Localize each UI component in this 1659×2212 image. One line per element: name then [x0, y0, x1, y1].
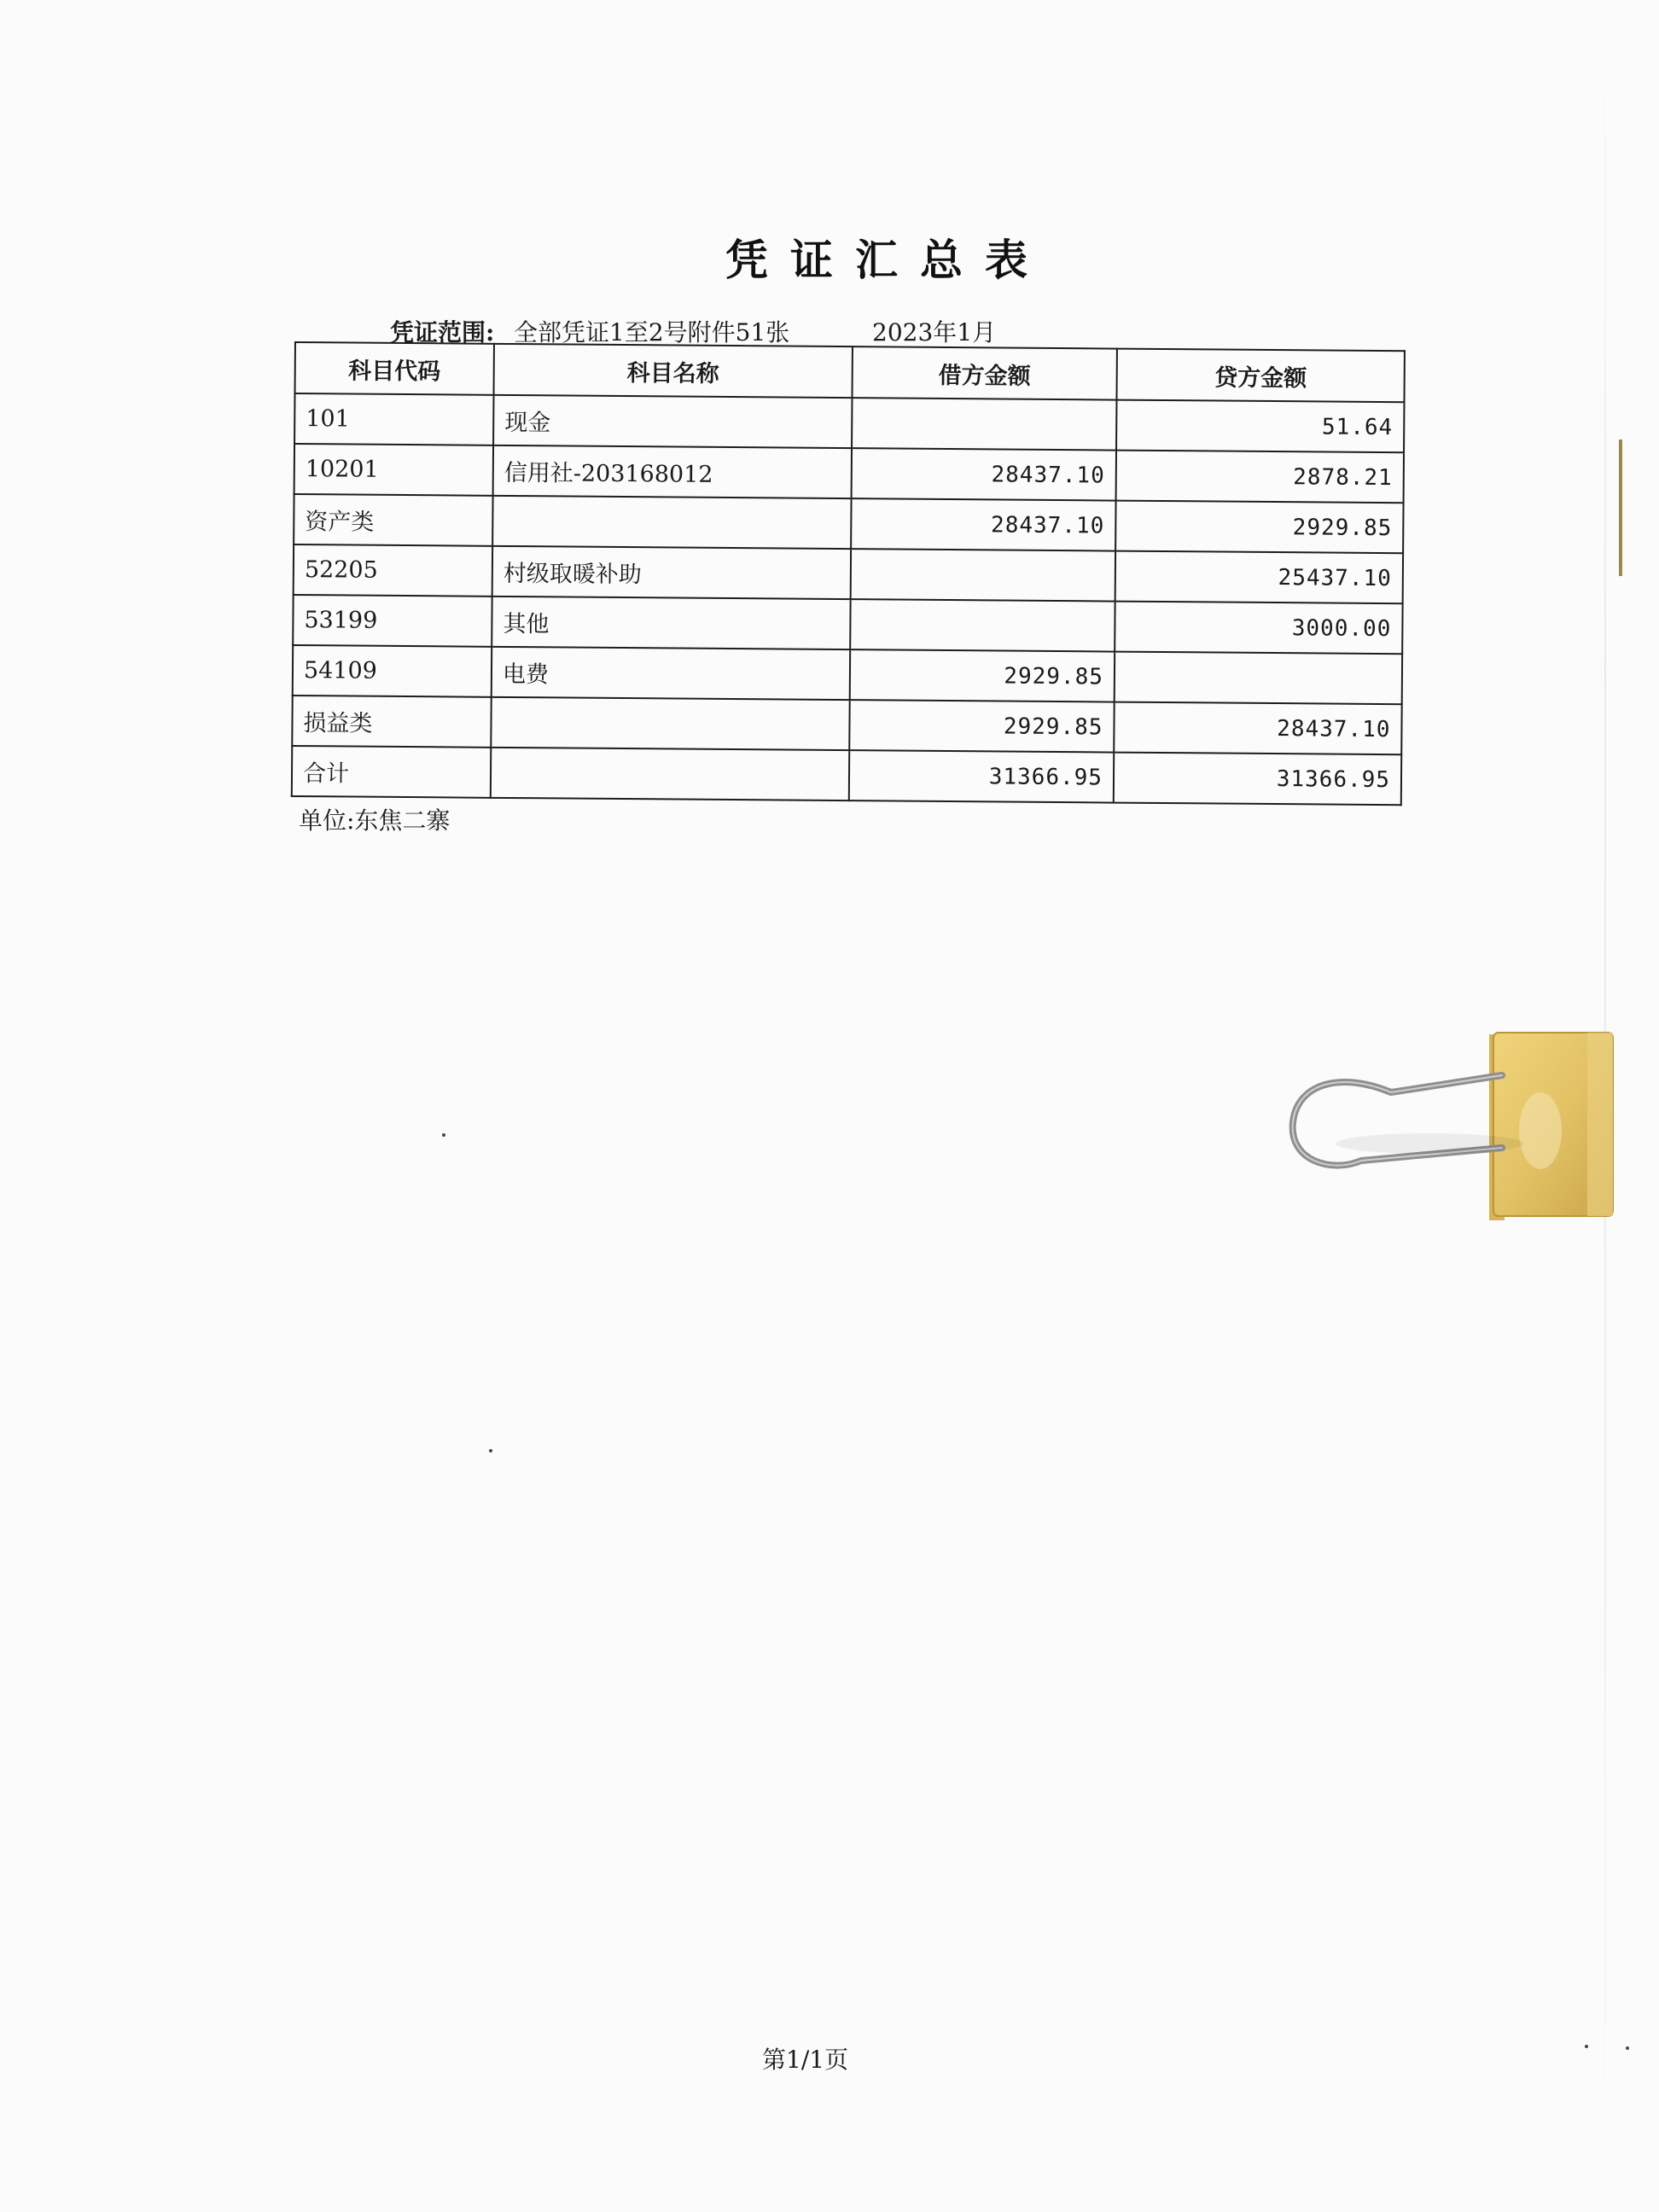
- table-row: [294, 544, 1403, 603]
- debit-amount: [852, 398, 1116, 450]
- account-name: [492, 496, 851, 549]
- credit-amount: 2878.21: [1116, 451, 1404, 504]
- account-name: 现金: [493, 395, 852, 448]
- voucher-summary-table-wrap: [291, 341, 1404, 806]
- account-code: 53199: [293, 595, 492, 647]
- debit-amount: 2929.85: [849, 700, 1114, 752]
- header-account-name: 科目名称: [494, 344, 853, 398]
- account-name: 其他: [492, 597, 850, 649]
- account-code: 资产类: [294, 494, 492, 546]
- credit-amount: 2929.85: [1115, 501, 1403, 554]
- table-row-subtotal-assets: [294, 494, 1403, 553]
- account-name: [491, 748, 849, 800]
- debit-amount: [850, 599, 1115, 651]
- credit-amount: 51.64: [1116, 400, 1404, 453]
- edge-mark: [1619, 439, 1622, 576]
- accounting-period: 2023年1月: [872, 318, 997, 346]
- debit-amount: 31366.95: [849, 750, 1114, 802]
- credit-amount: 3000.00: [1115, 602, 1402, 655]
- account-code: 损益类: [292, 696, 491, 748]
- account-name: 村级取暖补助: [492, 546, 851, 599]
- voucher-range-label: 凭证范围:: [390, 318, 495, 346]
- binder-clip-icon: [1246, 1024, 1621, 1229]
- table-row: [293, 595, 1402, 654]
- clip-reflection: [1519, 1092, 1562, 1169]
- dust-speck: [442, 1133, 445, 1137]
- debit-amount: [851, 549, 1115, 601]
- voucher-range-value: 全部凭证1至2号附件51张: [514, 318, 790, 346]
- debit-amount: 2929.85: [850, 649, 1115, 701]
- dust-speck: [1585, 2045, 1588, 2048]
- unit-label: 单位:东焦二寨: [299, 806, 451, 835]
- table-row: [294, 444, 1404, 503]
- account-code: 54109: [293, 645, 492, 697]
- header-account-code: 科目代码: [295, 342, 494, 395]
- debit-amount: 28437.10: [851, 498, 1115, 550]
- dust-speck: [489, 1449, 492, 1452]
- voucher-summary-table: [291, 341, 1406, 806]
- credit-amount: 31366.95: [1114, 753, 1401, 806]
- table-row-total: [292, 746, 1401, 805]
- header-credit-amount: 贷方金额: [1116, 349, 1404, 403]
- credit-amount: [1115, 652, 1402, 705]
- account-code: 101: [294, 393, 493, 445]
- account-code: 10201: [294, 444, 493, 496]
- table-header-row: [295, 342, 1405, 402]
- table-row: [293, 645, 1402, 704]
- dust-speck: [1626, 2046, 1629, 2050]
- table-row: [294, 393, 1404, 452]
- header-debit-amount: 借方金额: [853, 346, 1117, 399]
- credit-amount: 28437.10: [1114, 702, 1401, 755]
- clip-shadow: [1336, 1133, 1523, 1154]
- credit-amount: 25437.10: [1115, 551, 1403, 604]
- account-name: [491, 697, 849, 750]
- document-title: 凭证汇总表: [725, 235, 1050, 285]
- account-code: 52205: [294, 544, 492, 597]
- account-name: 信用社-203168012: [493, 445, 852, 498]
- page-number: 第1/1页: [762, 2046, 849, 2074]
- account-name: 电费: [492, 647, 850, 700]
- clip-fold: [1587, 1033, 1613, 1216]
- table-row-subtotal-income: [292, 696, 1401, 754]
- debit-amount: 28437.10: [852, 448, 1116, 500]
- account-code: 合计: [292, 746, 491, 798]
